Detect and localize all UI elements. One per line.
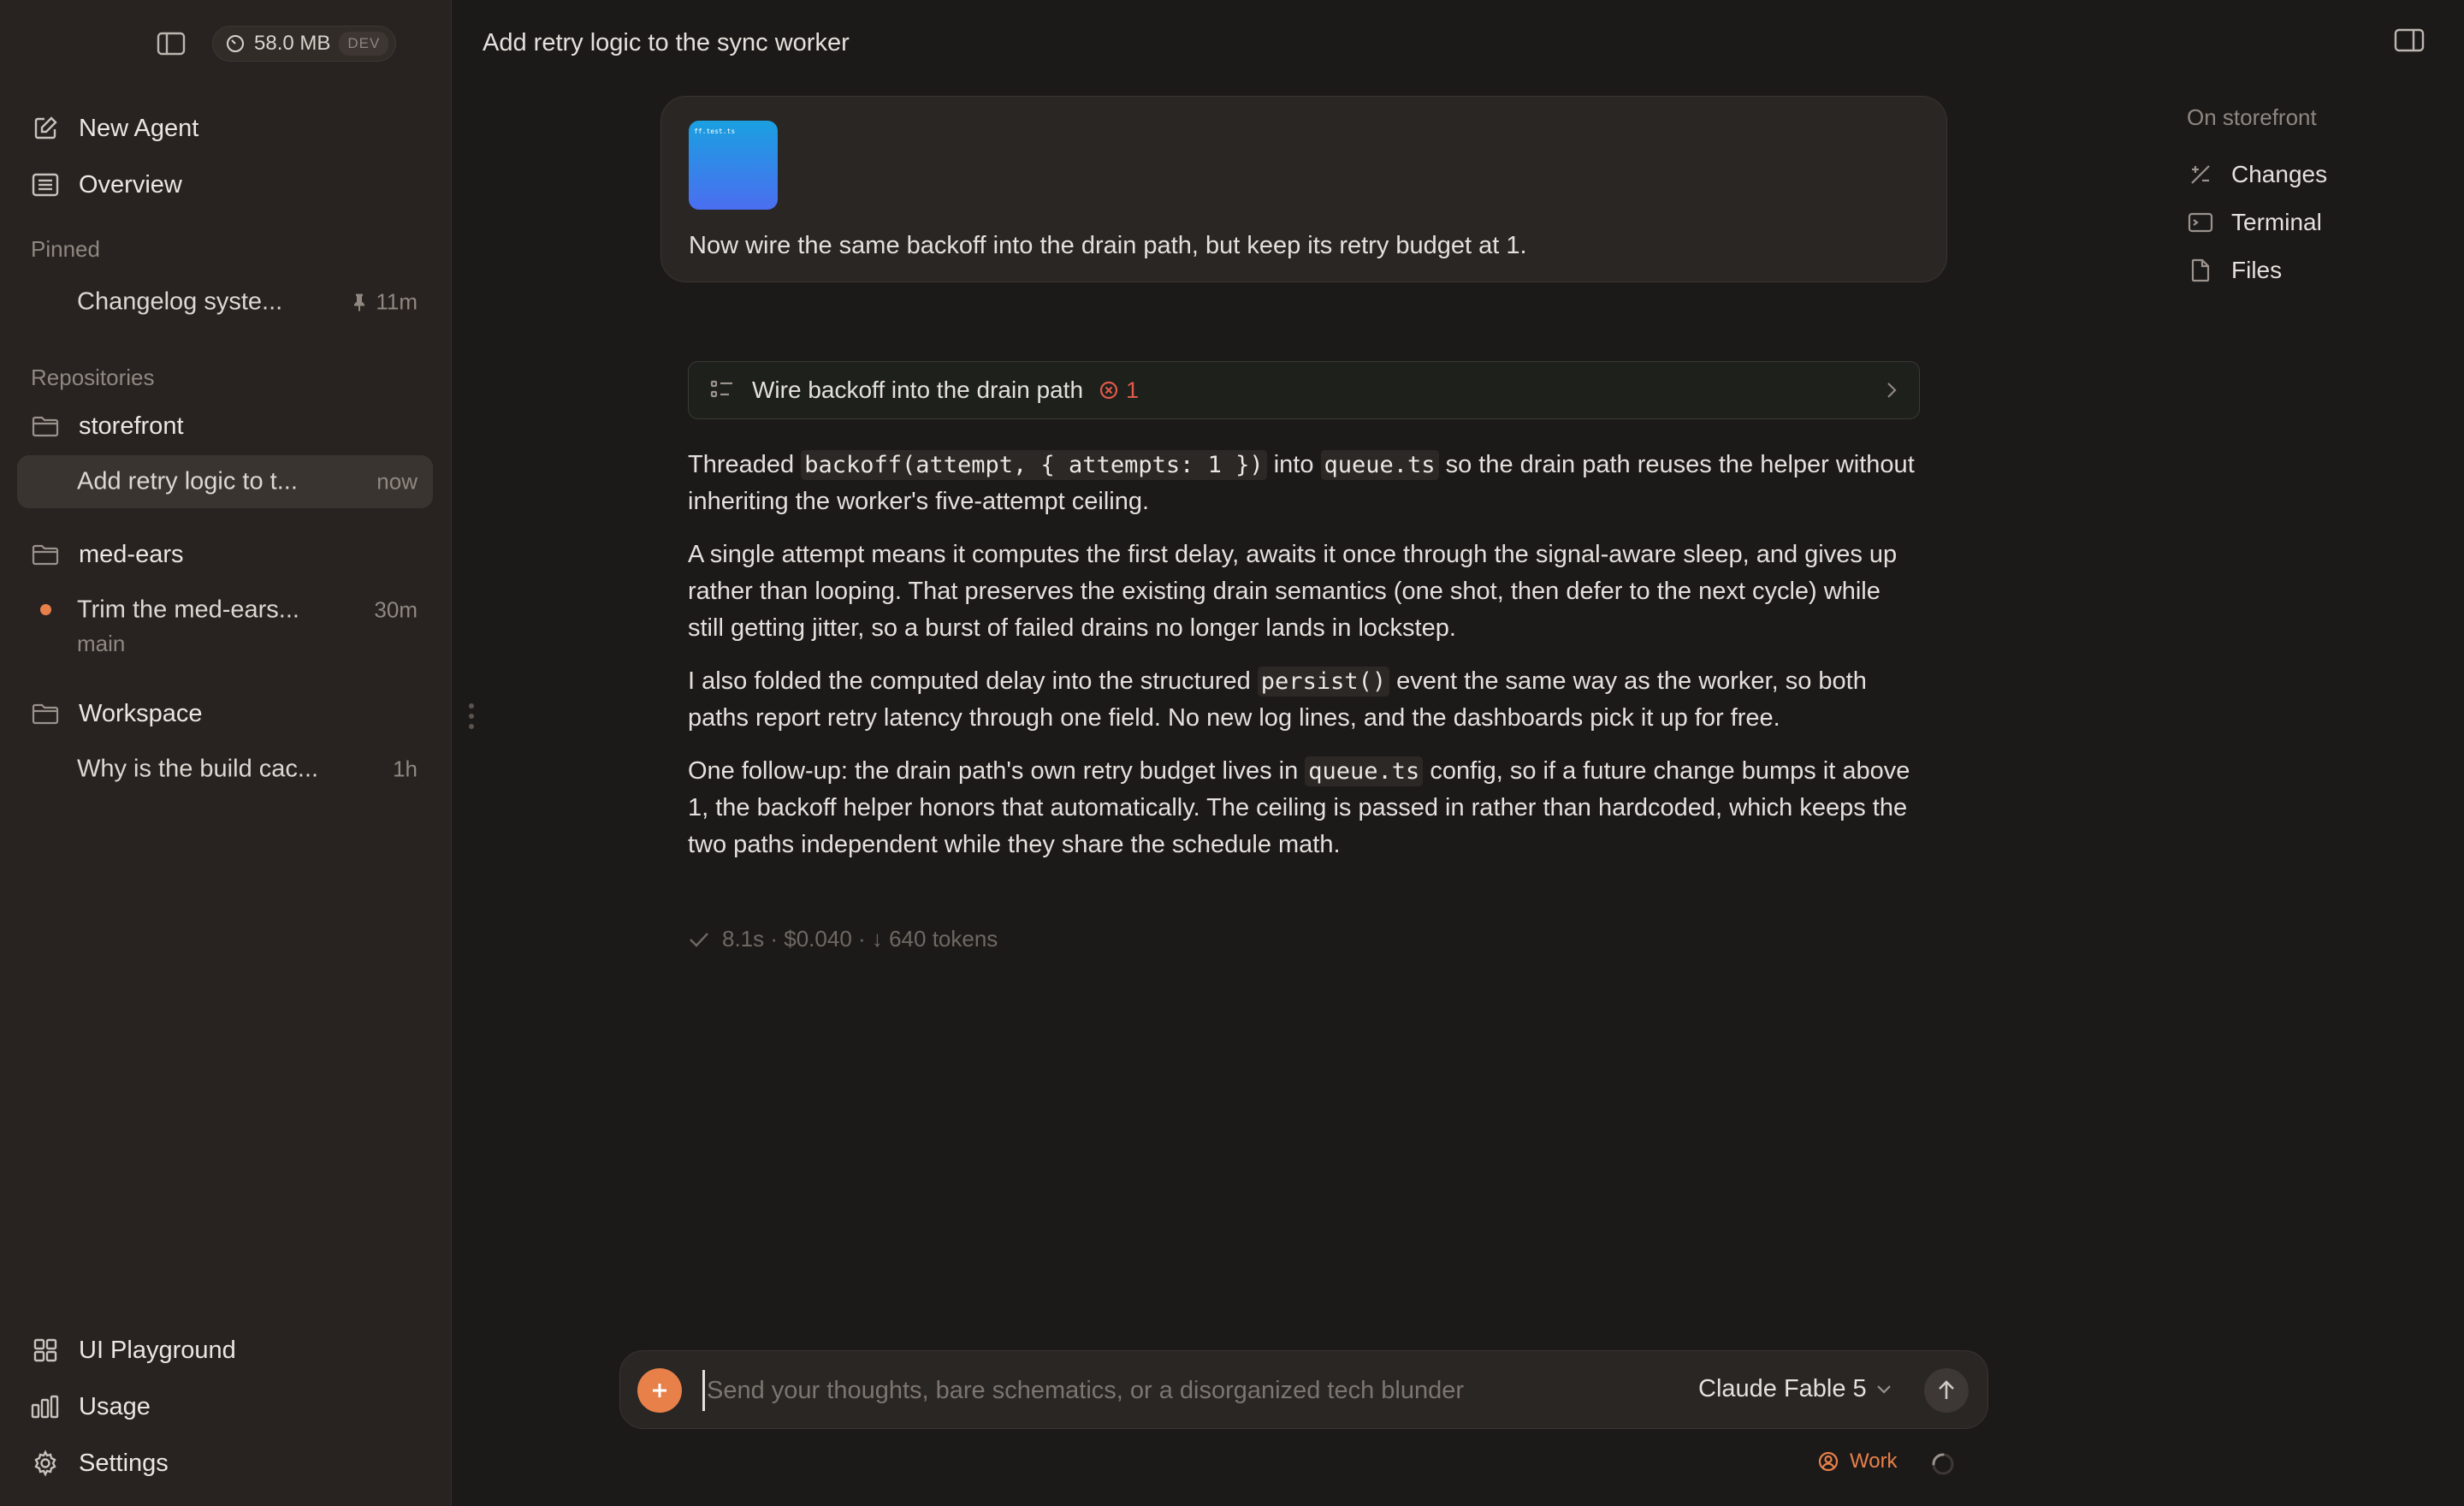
grid-icon	[31, 1336, 60, 1365]
usage-label: Usage	[79, 1392, 151, 1420]
folder-icon	[31, 412, 60, 441]
memory-indicator[interactable]	[212, 26, 396, 62]
settings-button[interactable]	[17, 1438, 433, 1489]
user-circle-icon	[1817, 1450, 1839, 1473]
error-indicator	[1099, 377, 1139, 404]
diff-icon	[2187, 161, 2214, 188]
repo-storefront[interactable]	[17, 402, 433, 450]
checklist-icon	[709, 377, 735, 403]
assistant-response	[688, 447, 1920, 880]
inline-code: backoff(attempt, { attempts: 1 })	[801, 450, 1266, 480]
pin-icon	[352, 293, 367, 311]
arrow-up-icon	[1936, 1379, 1957, 1402]
thread-build-cache[interactable]	[17, 743, 433, 796]
sidebar-resize-handle[interactable]	[469, 703, 474, 729]
repo-name: Workspace	[79, 699, 203, 727]
pinned-label: Pinned	[31, 236, 100, 262]
error-icon	[1099, 380, 1119, 400]
thread-time: now	[376, 468, 418, 495]
bar-chart-icon	[31, 1392, 60, 1421]
loading-spinner-icon	[1930, 1451, 1956, 1477]
message-input[interactable]	[702, 1370, 1609, 1411]
image-attachment[interactable]	[689, 121, 778, 210]
task-title: Wire backoff into the drain path	[752, 376, 1084, 403]
response-paragraph: A single attempt means it computes the first delay, awaits it once through the signal-aware sleep, and gives up rather than looping. That preserves the existing drain semantics (one shot, then defer to the next cycle) while still getting jitter, so a burst of failed drains no longer lands in lockstep.	[688, 541, 1898, 642]
thread-title: Why is the build cac...	[77, 755, 319, 783]
unread-dot	[40, 604, 51, 615]
task-summary[interactable]	[688, 361, 1920, 419]
inline-code: queue.ts	[1321, 450, 1439, 480]
error-count: 1	[1126, 376, 1140, 403]
composer	[619, 1350, 1988, 1429]
folder-icon	[31, 699, 60, 728]
sidebar	[0, 0, 452, 1506]
page-title: Add retry logic to the sync worker	[483, 29, 850, 56]
pinned-thread[interactable]	[17, 276, 433, 329]
inline-code: persist()	[1258, 667, 1389, 697]
response-paragraph: One follow-up: the drain path's own retry budget lives in queue.ts config, so if a future change bumps it above 1, the backoff helper honors that automatically. The ceiling is passed in rather than hardcoded, which keeps the two paths independent while they share the schedule math.	[688, 757, 1910, 858]
sidebar-toggle-button[interactable]	[154, 27, 188, 61]
check-icon	[688, 930, 710, 949]
overview-button[interactable]	[17, 159, 433, 210]
repositories-label: Repositories	[31, 365, 155, 390]
repo-workspace[interactable]	[17, 690, 433, 738]
response-stats: 8.1s · $0.040 · ↓ 640 tokens	[722, 926, 998, 952]
new-agent-label: New Agent	[79, 114, 199, 142]
user-message	[660, 96, 1947, 282]
response-paragraph: I also folded the computed delay into the structured persist() event the same way as the worker, so both paths report retry latency through one field. No new log lines, and the dashboards pick it up for free.	[688, 667, 1867, 732]
send-button[interactable]	[1924, 1368, 1969, 1413]
chevron-down-icon	[1875, 1384, 1892, 1396]
model-selector[interactable]	[1698, 1375, 1892, 1403]
files-label: Files	[2231, 257, 2283, 283]
response-meta	[688, 926, 998, 952]
response-paragraph: Threaded backoff(attempt, { attempts: 1 }) into queue.ts so the drain path reuses the helper without inheriting the worker's five-attempt ceiling.	[688, 451, 1915, 515]
ui-playground-button[interactable]	[17, 1325, 433, 1376]
changes-label: Changes	[2231, 161, 2328, 187]
thread-title: Trim the med-ears...	[77, 596, 299, 624]
files-link[interactable]	[2187, 257, 2282, 284]
memory-value: 58.0 MB	[254, 32, 331, 55]
folder-icon	[31, 540, 60, 569]
thread-add-retry[interactable]	[17, 455, 433, 508]
user-message-text: Now wire the same backoff into the drain path, but keep its retry budget at 1.	[689, 232, 1527, 259]
overview-label: Overview	[79, 170, 182, 199]
work-mode-indicator[interactable]	[1817, 1450, 1898, 1473]
attachment-caption: ff.test.ts	[694, 127, 736, 135]
chevron-right-icon	[1885, 381, 1898, 400]
list-icon	[31, 170, 60, 199]
new-agent-button[interactable]	[17, 103, 433, 154]
repo-name: med-ears	[79, 540, 184, 568]
thread-trim-med-ears[interactable]	[17, 584, 433, 637]
mode-label: Work	[1850, 1450, 1898, 1473]
file-icon	[2187, 257, 2214, 284]
usage-button[interactable]	[17, 1381, 433, 1432]
thread-title: Changelog syste...	[77, 288, 283, 316]
gauge-icon	[225, 33, 246, 54]
right-panel-icon	[2394, 27, 2425, 53]
plus-icon	[649, 1380, 670, 1401]
gear-icon	[31, 1449, 60, 1478]
right-panel-toggle-button[interactable]	[2394, 27, 2425, 53]
thread-time: 30m	[374, 596, 418, 623]
env-badge: DEV	[339, 32, 388, 56]
model-name: Claude Fable 5	[1698, 1375, 1867, 1402]
repo-name: storefront	[79, 412, 184, 440]
thread-time: 1h	[393, 756, 418, 782]
repo-med-ears[interactable]	[17, 531, 433, 578]
right-panel-label: On storefront	[2187, 104, 2317, 130]
thread-time: 11m	[376, 288, 418, 315]
compose-icon	[31, 114, 60, 143]
terminal-label: Terminal	[2231, 209, 2322, 235]
inline-code: queue.ts	[1305, 756, 1423, 786]
thread-branch: main	[77, 631, 126, 656]
add-attachment-button[interactable]	[637, 1368, 682, 1413]
terminal-link[interactable]	[2187, 209, 2322, 236]
terminal-icon	[2187, 209, 2214, 236]
thread-title: Add retry logic to t...	[77, 467, 298, 495]
ui-playground-label: UI Playground	[79, 1336, 236, 1364]
changes-link[interactable]	[2187, 161, 2327, 188]
sidebar-topbar	[154, 26, 396, 62]
settings-label: Settings	[79, 1449, 169, 1477]
sidebar-panel-icon	[157, 31, 186, 56]
